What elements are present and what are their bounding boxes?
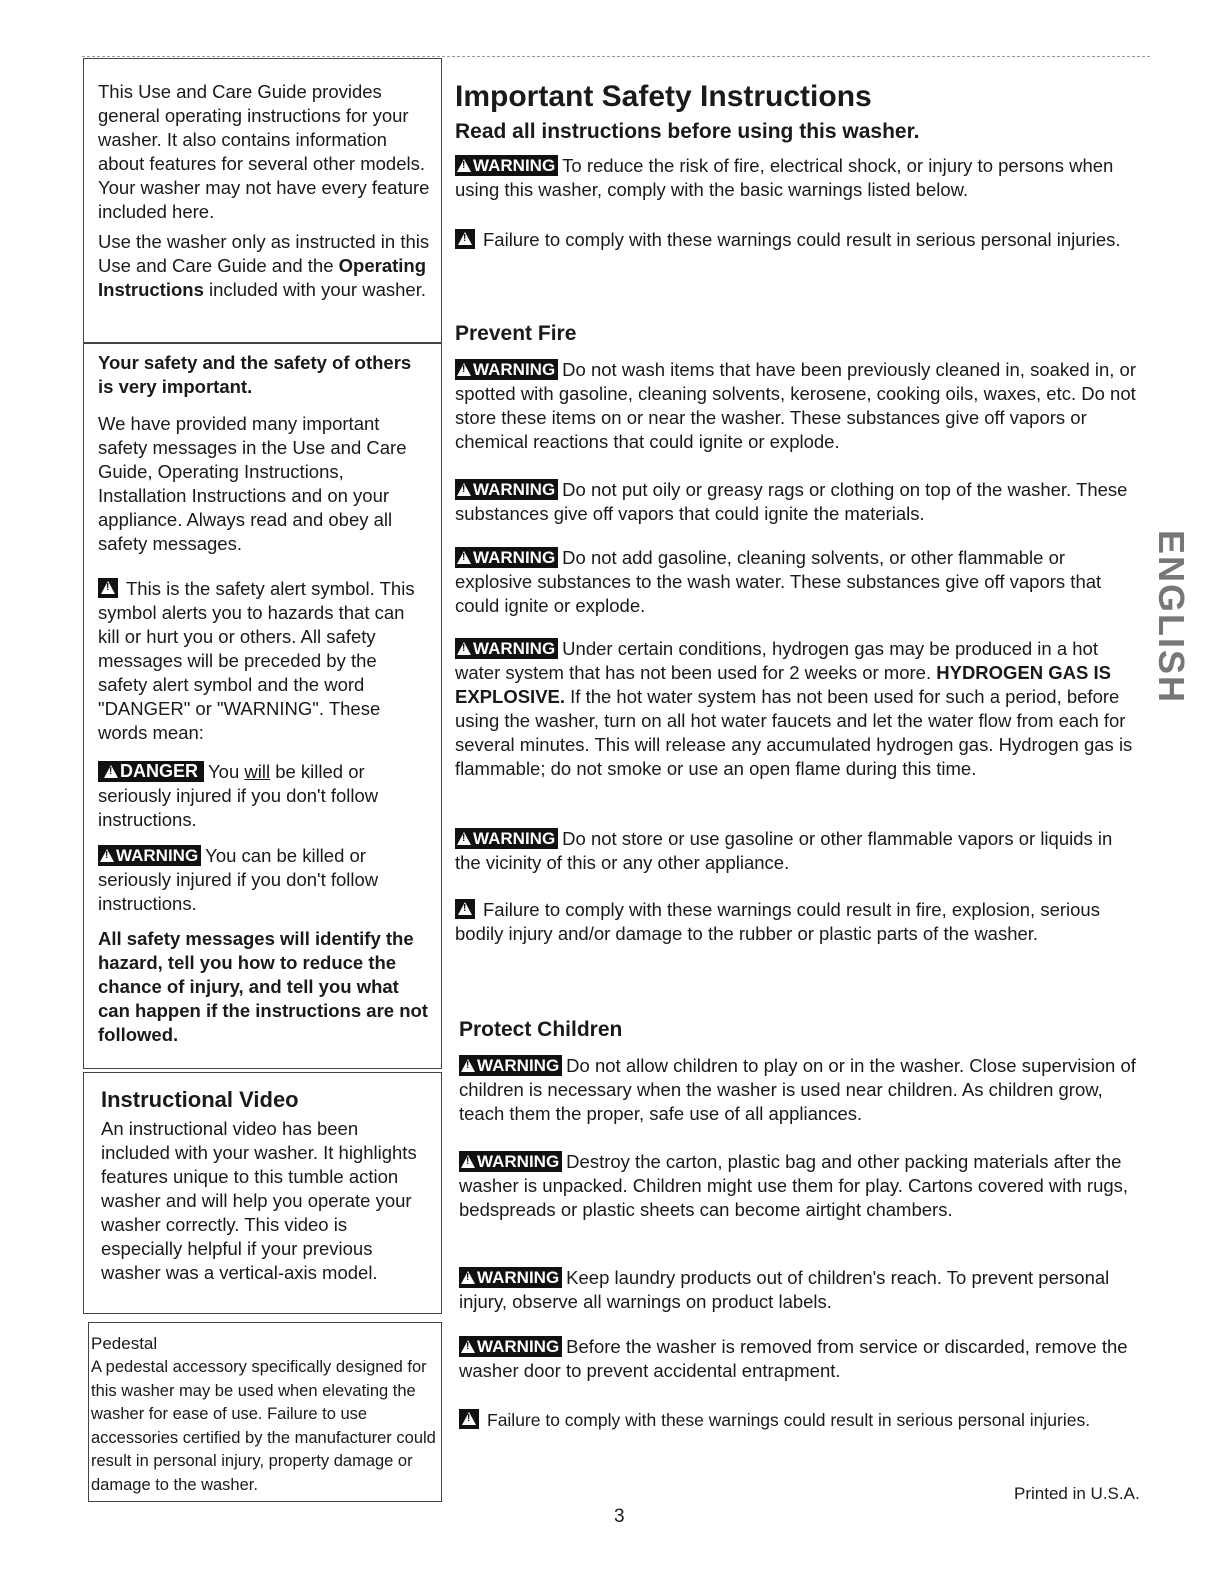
will-underlined: will xyxy=(244,761,271,782)
safety-heading: Your safety and the safety of others is very important. xyxy=(98,352,412,397)
page-subtitle: Read all instructions before using this washer. xyxy=(455,120,920,143)
fire-warning-1: !WARNING Do not wash items that have been previously cleaned in, soaked in, or spotted with gasoline, cleaning solvents, kerosene, cooking oils, waxes, etc. Do not store these items on or near the washer. These substances give off vapors or chemical reactions that could ignite or explode. xyxy=(455,358,1145,454)
child-failure: ! Failure to comply with these warnings could result in serious personal injuries. xyxy=(459,1408,1179,1432)
video-title: Instructional Video xyxy=(101,1087,299,1112)
intro-failure: ! Failure to comply with these warnings could result in serious personal injuries. xyxy=(455,228,1145,252)
warning-badge: !WARNING xyxy=(459,1055,562,1076)
safety-intro: We have provided many important safety messages in the Use and Care Guide, Operating Instructions, Installation Instructions and on your appliance. Always read and obey all safety messages. xyxy=(98,413,407,554)
pedestal-title: Pedestal xyxy=(91,1334,158,1353)
alert-symbol-icon xyxy=(455,229,475,249)
warning-badge: !WARNING xyxy=(455,547,558,568)
warning-badge: !WARNING xyxy=(455,638,558,659)
top-rule xyxy=(82,56,1150,57)
fire-heading: Prevent Fire xyxy=(455,322,577,345)
fire-failure: ! Failure to comply with these warnings could result in fire, explosion, serious bodily injury and/or damage to the rubber or plastic parts of the washer. xyxy=(455,898,1135,946)
printed-in: Printed in U.S.A. xyxy=(1014,1484,1140,1503)
use-paragraph-b: included with your washer. xyxy=(209,279,426,300)
warning-badge: !WARNING xyxy=(455,828,558,849)
warning-badge: !WARNING xyxy=(459,1336,562,1357)
warning-badge: !WARNING xyxy=(455,359,558,380)
page-number: 3 xyxy=(614,1506,625,1527)
warning-badge: !WARNING xyxy=(455,479,558,500)
warning-badge: !WARNING xyxy=(455,155,558,176)
children-heading: Protect Children xyxy=(459,1018,623,1041)
fire-warning-3: !WARNING Do not add gasoline, cleaning solvents, or other flammable or explosive substances to the wash water. These substances give off vapors that could ignite or explode. xyxy=(455,546,1135,618)
use-text xyxy=(98,230,438,302)
page-title: Important Safety Instructions xyxy=(455,80,872,113)
alert-paragraph: This is the safety alert symbol. This symbol alerts you to hazards that can kill or hurt you or others. All safety messages will be preceded by the safety alert symbol and the word "DANGER" or "WARNING". These words mean: xyxy=(98,578,415,743)
alert-symbol-text xyxy=(98,577,418,745)
intro-text xyxy=(98,80,433,224)
operating-instructions-bold: Operating Instructions xyxy=(98,255,427,300)
intro-warning: !WARNING To reduce the risk of fire, electrical shock, or injury to persons when using this washer, comply with the basic warnings listed below. xyxy=(455,154,1145,202)
warning-badge: !WARNING xyxy=(459,1151,562,1172)
video-text: An instructional video has been included with your washer. It highlights features unique to this tumble action washer and will help you operate your washer correctly. This video is especially helpful if your previous washer was a vertical-axis model. xyxy=(101,1118,417,1283)
fire-warning-2: !WARNING Do not put oily or greasy rags or clothing on top of the washer. These substances give off vapors that could ignite the materials. xyxy=(455,478,1145,526)
pedestal-text: A pedestal accessory specifically designed for this washer may be used when elevating the washer for ease of use. Failure to use accessories certified by the manufacturer could result in personal injury, property damage or damage to the washer. xyxy=(91,1358,436,1494)
child-warning-4: !WARNING Before the washer is removed from service or discarded, remove the washer door to prevent accidental entrapment. xyxy=(459,1335,1149,1383)
warning-definition: !WARNING You can be killed or seriously injured if you don't follow instructions. xyxy=(98,844,418,916)
use-paragraph-a: Use the washer only as instructed in this Use and Care Guide and the xyxy=(98,231,430,276)
child-warning-2: !WARNING Destroy the carton, plastic bag and other packing materials after the washer is unpacked. Children might use them for play. Cartons covered with rugs, bedspreads or plastic sheets can become airtight chambers. xyxy=(459,1150,1139,1222)
intro-paragraph: This Use and Care Guide provides general operating instructions for your washer. It also contains information about features for several other models. Your washer may not have every feature included here. xyxy=(98,81,430,222)
language-tab: ENGLISH xyxy=(1151,530,1192,705)
alert-symbol-icon xyxy=(455,899,475,919)
alert-symbol-icon xyxy=(459,1409,479,1429)
alert-symbol-icon xyxy=(98,578,118,598)
fire-warning-5: !WARNING Do not store or use gasoline or other flammable vapors or liquids in the vicinity of this or any other appliance. xyxy=(455,827,1135,875)
danger-badge: !DANGER xyxy=(98,761,204,782)
safety-closing: All safety messages will identify the hazard, tell you how to reduce the chance of injury, and tell you what can happen if the instructions are not followed. xyxy=(98,928,428,1045)
fire-warning-4: !WARNING Under certain conditions, hydrogen gas may be produced in a hot water system that has not been used for 2 weeks or more. HYDROGEN GAS IS EXPLOSIVE. If the hot water system has not been used for such a period, before using the washer, turn on all hot water faucets and let the water flow from each for several minutes. This will release any accumulated hydrogen gas. Hydrogen gas is flammable; do not smoke or use an open flame during this time. xyxy=(455,637,1145,781)
warning-badge: !WARNING xyxy=(98,845,201,866)
danger-definition: !DANGER You will be killed or seriously injured if you don't follow instructions. xyxy=(98,760,418,832)
child-warning-3: !WARNING Keep laundry products out of children's reach. To prevent personal injury, observe all warnings on product labels. xyxy=(459,1266,1139,1314)
hydrogen-explosive-bold: HYDROGEN GAS IS EXPLOSIVE. xyxy=(455,662,1111,707)
child-warning-1: !WARNING Do not allow children to play on or in the washer. Close supervision of children is necessary when the washer is used near children. As children grow, teach them the proper, safe use of all appliances. xyxy=(459,1054,1139,1126)
warning-badge: !WARNING xyxy=(459,1267,562,1288)
